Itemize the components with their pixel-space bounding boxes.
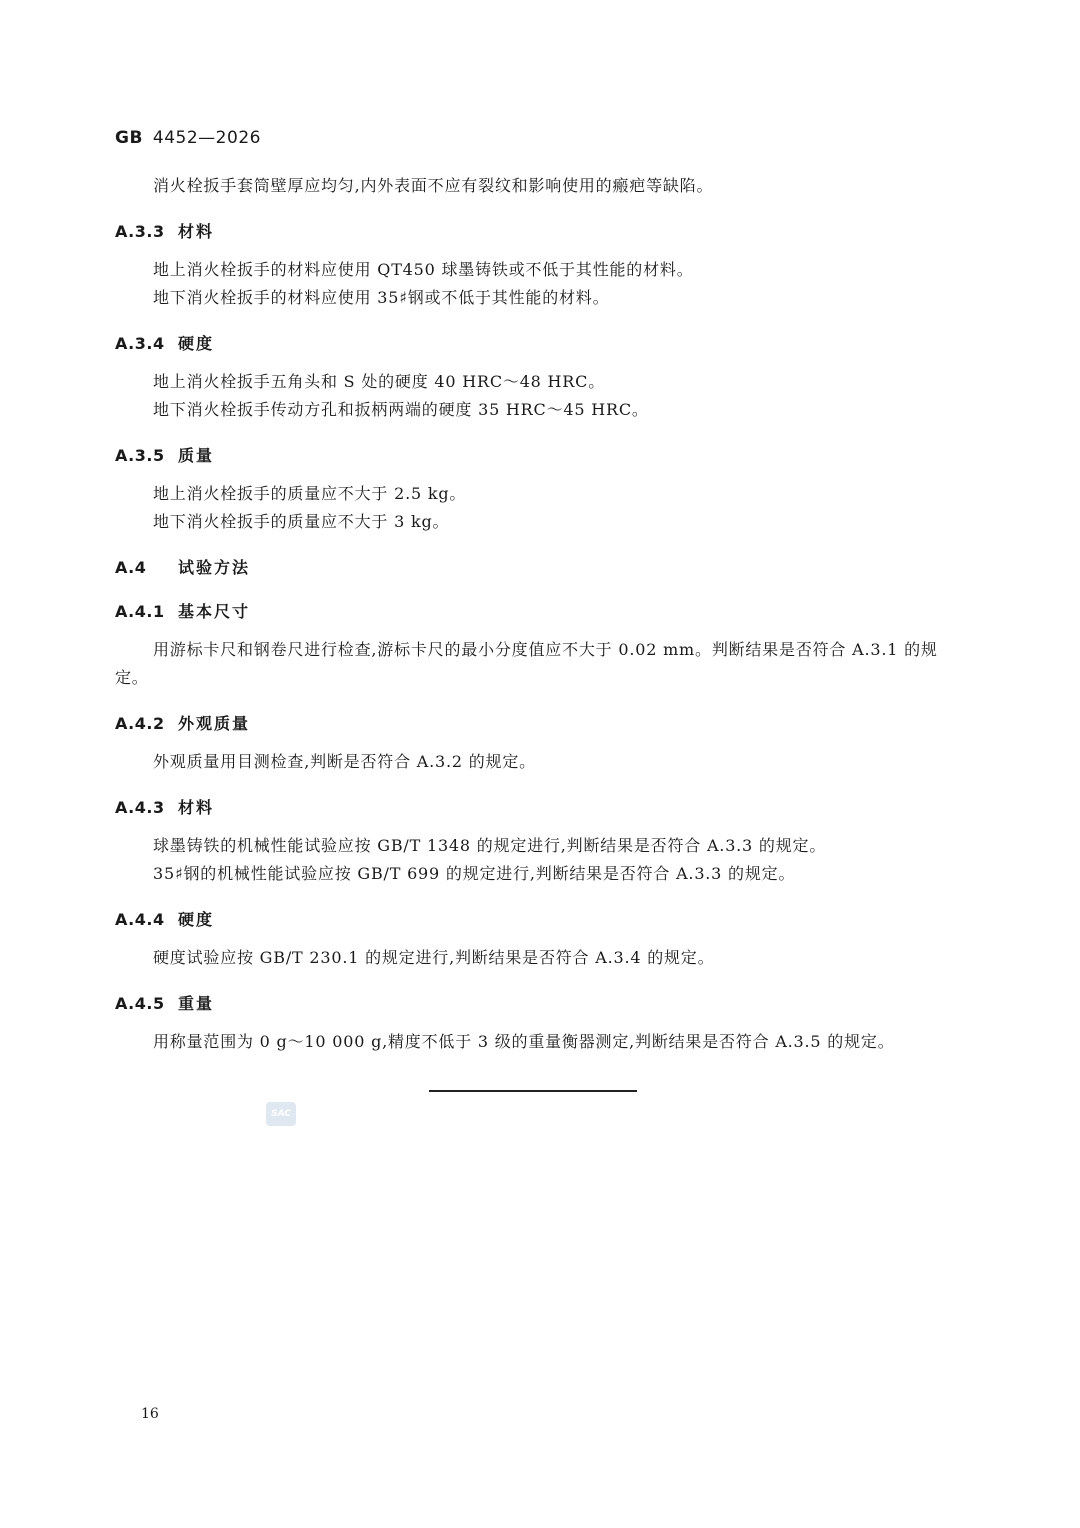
standard-header bbox=[115, 128, 261, 148]
section-heading bbox=[115, 556, 955, 580]
body-paragraph: 用游标卡尺和钢卷尺进行检查,游标卡尺的最小分度值应不大于 0.02 mm。判断结果是否符合 A.3.1 的规定。 bbox=[115, 640, 938, 687]
section-number: A.3.5 bbox=[115, 446, 165, 465]
body-paragraph: 外观质量用目测检查,判断是否符合 A.3.2 的规定。 bbox=[153, 752, 536, 771]
body-paragraph: 35♯钢的机械性能试验应按 GB/T 699 的规定进行,判断结果是否符合 A.3.3 的规定。 bbox=[153, 864, 796, 883]
body-paragraph: 地上消火栓扳手五角头和 S 处的硬度 40 HRC～48 HRC。 bbox=[153, 372, 605, 391]
section-title: 外观质量 bbox=[178, 714, 251, 733]
section-heading bbox=[115, 332, 955, 356]
body-paragraph: 消火栓扳手套筒壁厚应均匀,内外表面不应有裂纹和影响使用的瘢疤等缺陷。 bbox=[153, 176, 714, 195]
section-title: 重量 bbox=[178, 994, 215, 1013]
standard-number: 4452—2026 bbox=[152, 128, 261, 148]
sections-container bbox=[115, 220, 955, 1056]
body-paragraph: 硬度试验应按 GB/T 230.1 的规定进行,判断结果是否符合 A.3.4 的规定。 bbox=[153, 948, 715, 967]
section-heading bbox=[115, 444, 955, 468]
end-of-document-rule bbox=[429, 1090, 637, 1092]
section-heading bbox=[115, 712, 955, 736]
section-number: A.4.1 bbox=[115, 602, 165, 621]
document-body bbox=[115, 172, 955, 1056]
section-number: A.4.2 bbox=[115, 714, 165, 733]
section-title: 质量 bbox=[178, 446, 215, 465]
standard-prefix: GB bbox=[115, 128, 143, 148]
body-paragraph: 地下消火栓扳手传动方孔和扳柄两端的硬度 35 HRC～45 HRC。 bbox=[153, 400, 649, 419]
body-paragraph: 地下消火栓扳手的材料应使用 35♯钢或不低于其性能的材料。 bbox=[153, 288, 610, 307]
section-number: A.4 bbox=[115, 558, 147, 577]
body-paragraph: 地下消火栓扳手的质量应不大于 3 kg。 bbox=[153, 512, 450, 531]
section-number: A.4.5 bbox=[115, 994, 165, 1013]
section-title: 材料 bbox=[178, 222, 215, 241]
section-number: A.3.4 bbox=[115, 334, 165, 353]
section-title: 试验方法 bbox=[178, 558, 251, 577]
sac-logo-text: SAC bbox=[271, 1109, 291, 1119]
body-paragraph: 地上消火栓扳手的材料应使用 QT450 球墨铸铁或不低于其性能的材料。 bbox=[153, 260, 694, 279]
section-heading bbox=[115, 908, 955, 932]
body-paragraph: 用称量范围为 0 g～10 000 g,精度不低于 3 级的重量衡器测定,判断结果是否符合 A.3.5 的规定。 bbox=[153, 1032, 895, 1051]
body-paragraph: 地上消火栓扳手的质量应不大于 2.5 kg。 bbox=[153, 484, 467, 503]
section-number: A.4.4 bbox=[115, 910, 165, 929]
section-title: 基本尺寸 bbox=[178, 602, 251, 621]
section-heading bbox=[115, 992, 955, 1016]
section-title: 材料 bbox=[178, 798, 215, 817]
section-number: A.4.3 bbox=[115, 798, 165, 817]
section-heading bbox=[115, 220, 955, 244]
body-paragraph: 球墨铸铁的机械性能试验应按 GB/T 1348 的规定进行,判断结果是否符合 A.3.3 的规定。 bbox=[153, 836, 827, 855]
section-title: 硬度 bbox=[178, 334, 215, 353]
page-number: 16 bbox=[141, 1406, 159, 1422]
section-title: 硬度 bbox=[178, 910, 215, 929]
section-number: A.3.3 bbox=[115, 222, 165, 241]
sac-logo-watermark bbox=[266, 1102, 296, 1126]
section-heading bbox=[115, 796, 955, 820]
section-heading bbox=[115, 600, 955, 624]
